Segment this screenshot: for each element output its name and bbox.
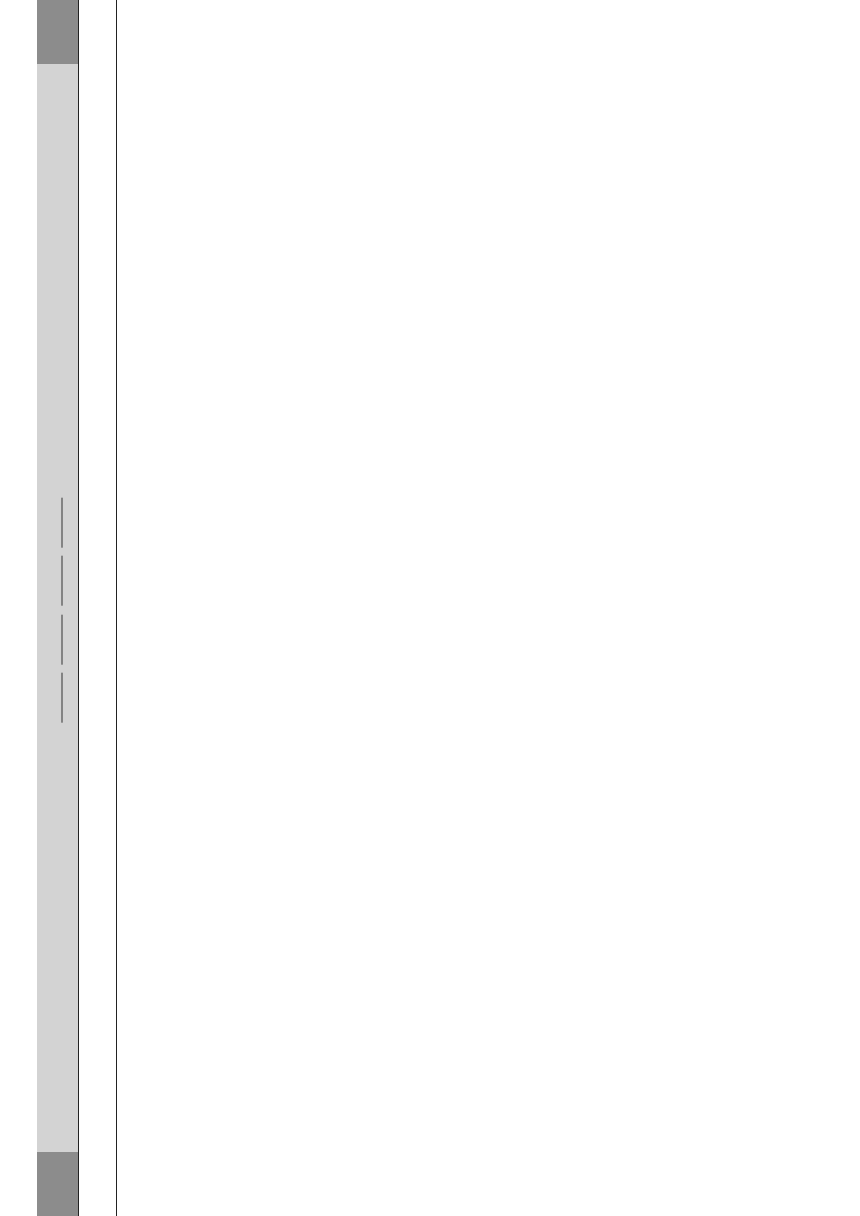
gray-block-bottom [37, 1152, 78, 1216]
class-blank[interactable] [49, 556, 62, 606]
binding-border-right [78, 0, 79, 1216]
student-info-fields [37, 395, 78, 825]
inner-binding-border [116, 0, 117, 1216]
gray-block-top [37, 0, 78, 64]
name-blank[interactable] [49, 614, 62, 664]
school-blank[interactable] [49, 673, 62, 723]
exam-no-blank[interactable] [49, 497, 62, 547]
outer-cut-line [12, 0, 30, 1216]
inner-cut-line [90, 0, 108, 1216]
